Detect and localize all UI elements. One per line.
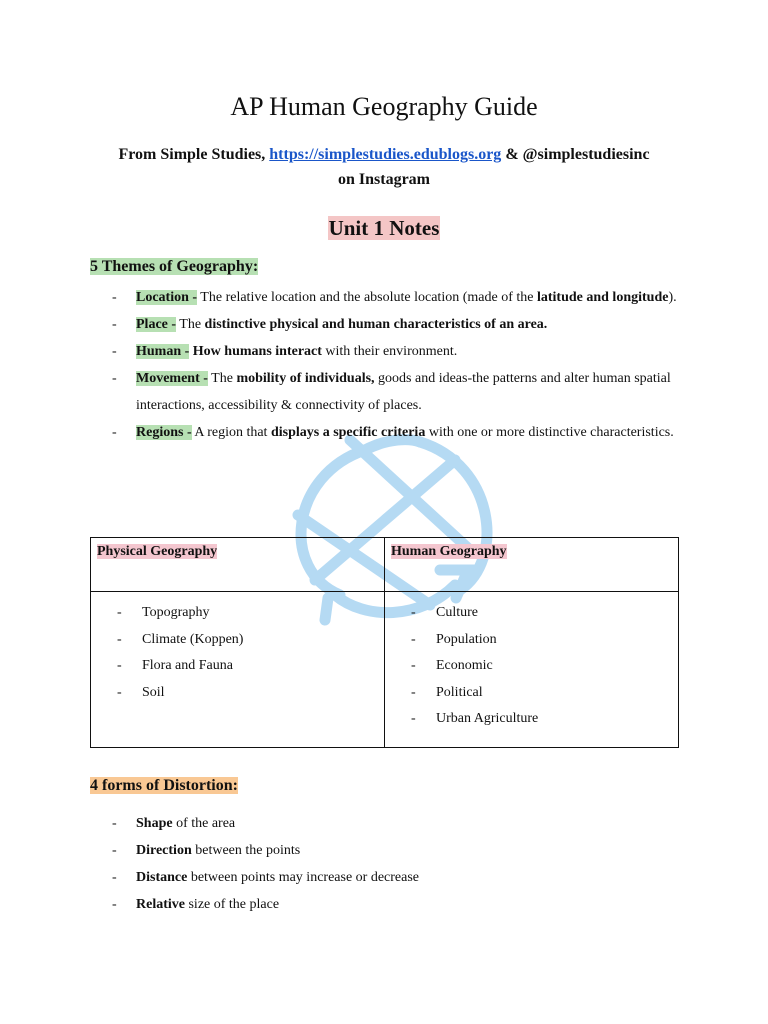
- physical-geography-header: Physical Geography: [91, 538, 385, 592]
- theme-emphasis: distinctive physical and human characteristics of an area.: [204, 317, 548, 332]
- theme-term: Human -: [136, 344, 190, 359]
- theme-emphasis: mobility of individuals,: [236, 371, 375, 386]
- theme-text: with their environment.: [321, 344, 458, 359]
- bullet-dash: -: [112, 344, 117, 359]
- physical-geography-item-label: Flora and Fauna: [142, 658, 233, 673]
- subtitle-line2: on Instagram: [337, 171, 430, 188]
- unit-heading: Unit 1 Notes: [328, 216, 440, 240]
- theme-text: A region that: [191, 425, 271, 440]
- theme-text: goods and ideas-the patterns and alter human spatial interactions, accessibility & connectivity of places.: [136, 371, 671, 413]
- physical-geography-item: [117, 600, 384, 627]
- theme-item: [112, 311, 682, 338]
- distortion-list: [112, 810, 682, 918]
- table-body-row: [91, 592, 679, 748]
- distortion-term: Relative: [136, 897, 185, 912]
- themes-heading: 5 Themes of Geography:: [90, 258, 259, 275]
- physical-geography-list: [91, 600, 384, 706]
- bullet-dash: -: [411, 684, 416, 700]
- human-geography-item-label: Political: [436, 684, 483, 700]
- bullet-dash: -: [112, 897, 117, 912]
- theme-emphasis: How humans interact: [189, 344, 322, 359]
- distortion-item: [112, 891, 682, 918]
- bullet-dash: -: [112, 290, 117, 305]
- simplestudies-link[interactable]: https://simplestudies.edublogs.org: [269, 146, 502, 163]
- physical-geography-item-label: Topography: [142, 605, 210, 620]
- physical-geography-item: [117, 653, 384, 680]
- bullet-dash: -: [117, 631, 122, 647]
- theme-item: [112, 365, 682, 419]
- distortion-text: between points may increase or decrease: [187, 870, 419, 885]
- bullet-dash: -: [112, 317, 117, 332]
- theme-term: Place -: [136, 317, 177, 332]
- distortion-item: [112, 810, 682, 837]
- physical-geography-item: [117, 680, 384, 707]
- human-geography-header: Human Geography: [385, 538, 679, 592]
- bullet-dash: -: [411, 631, 416, 647]
- distortion-term: Shape: [136, 816, 173, 831]
- document-subtitle: [60, 142, 708, 192]
- distortion-heading: 4 forms of Distortion:: [90, 777, 238, 794]
- physical-geography-cell: [91, 592, 385, 748]
- theme-item: [112, 419, 682, 446]
- human-geography-item: [411, 653, 678, 680]
- human-geography-item: [411, 600, 678, 627]
- bullet-dash: -: [117, 684, 122, 700]
- physical-geography-item-label: Climate (Koppen): [142, 631, 244, 647]
- bullet-dash: -: [411, 605, 416, 620]
- human-geography-item-label: Economic: [436, 658, 493, 673]
- physical-geography-item: [117, 627, 384, 654]
- theme-text: The: [176, 317, 205, 332]
- theme-term: Location -: [136, 290, 198, 305]
- human-geography-list: [385, 600, 678, 733]
- table-header-row: [91, 538, 679, 592]
- human-geography-item: [411, 680, 678, 707]
- distortion-item: [112, 837, 682, 864]
- human-geography-item-label: Urban Agriculture: [436, 711, 539, 726]
- theme-emphasis: latitude and longitude: [536, 290, 669, 305]
- theme-term: Movement -: [136, 371, 208, 386]
- distortion-text: between the points: [191, 843, 301, 858]
- distortion-text: size of the place: [184, 897, 280, 912]
- theme-emphasis: displays a specific criteria: [270, 425, 426, 440]
- theme-item: [112, 284, 682, 311]
- document-title: AP Human Geography Guide: [230, 92, 538, 121]
- theme-text: The: [207, 371, 237, 386]
- geography-table: [90, 537, 679, 748]
- bullet-dash: -: [411, 658, 416, 673]
- human-geography-cell: [385, 592, 679, 748]
- distortion-term: Direction: [136, 843, 192, 858]
- theme-text: with one or more distinctive characteristics.: [425, 425, 674, 440]
- themes-list: [112, 284, 682, 446]
- human-geography-item-label: Population: [436, 631, 497, 647]
- bullet-dash: -: [112, 870, 117, 885]
- bullet-dash: -: [411, 711, 416, 726]
- physical-geography-item-label: Soil: [142, 684, 165, 700]
- bullet-dash: -: [112, 371, 117, 386]
- bullet-dash: -: [112, 425, 117, 440]
- theme-text: The relative location and the absolute location (made of the: [197, 290, 537, 305]
- bullet-dash: -: [112, 816, 117, 831]
- human-geography-item: [411, 706, 678, 733]
- subtitle-suffix: & @simplestudiesinc: [501, 146, 650, 163]
- human-geography-item: [411, 627, 678, 654]
- theme-text: ).: [668, 290, 677, 305]
- human-geography-item-label: Culture: [436, 605, 478, 620]
- distortion-term: Distance: [136, 870, 188, 885]
- subtitle-prefix: From Simple Studies,: [118, 146, 270, 163]
- theme-term: Regions -: [136, 425, 192, 440]
- distortion-text: of the area: [172, 816, 236, 831]
- bullet-dash: -: [112, 843, 117, 858]
- distortion-item: [112, 864, 682, 891]
- theme-item: [112, 338, 682, 365]
- bullet-dash: -: [117, 605, 122, 620]
- bullet-dash: -: [117, 658, 122, 673]
